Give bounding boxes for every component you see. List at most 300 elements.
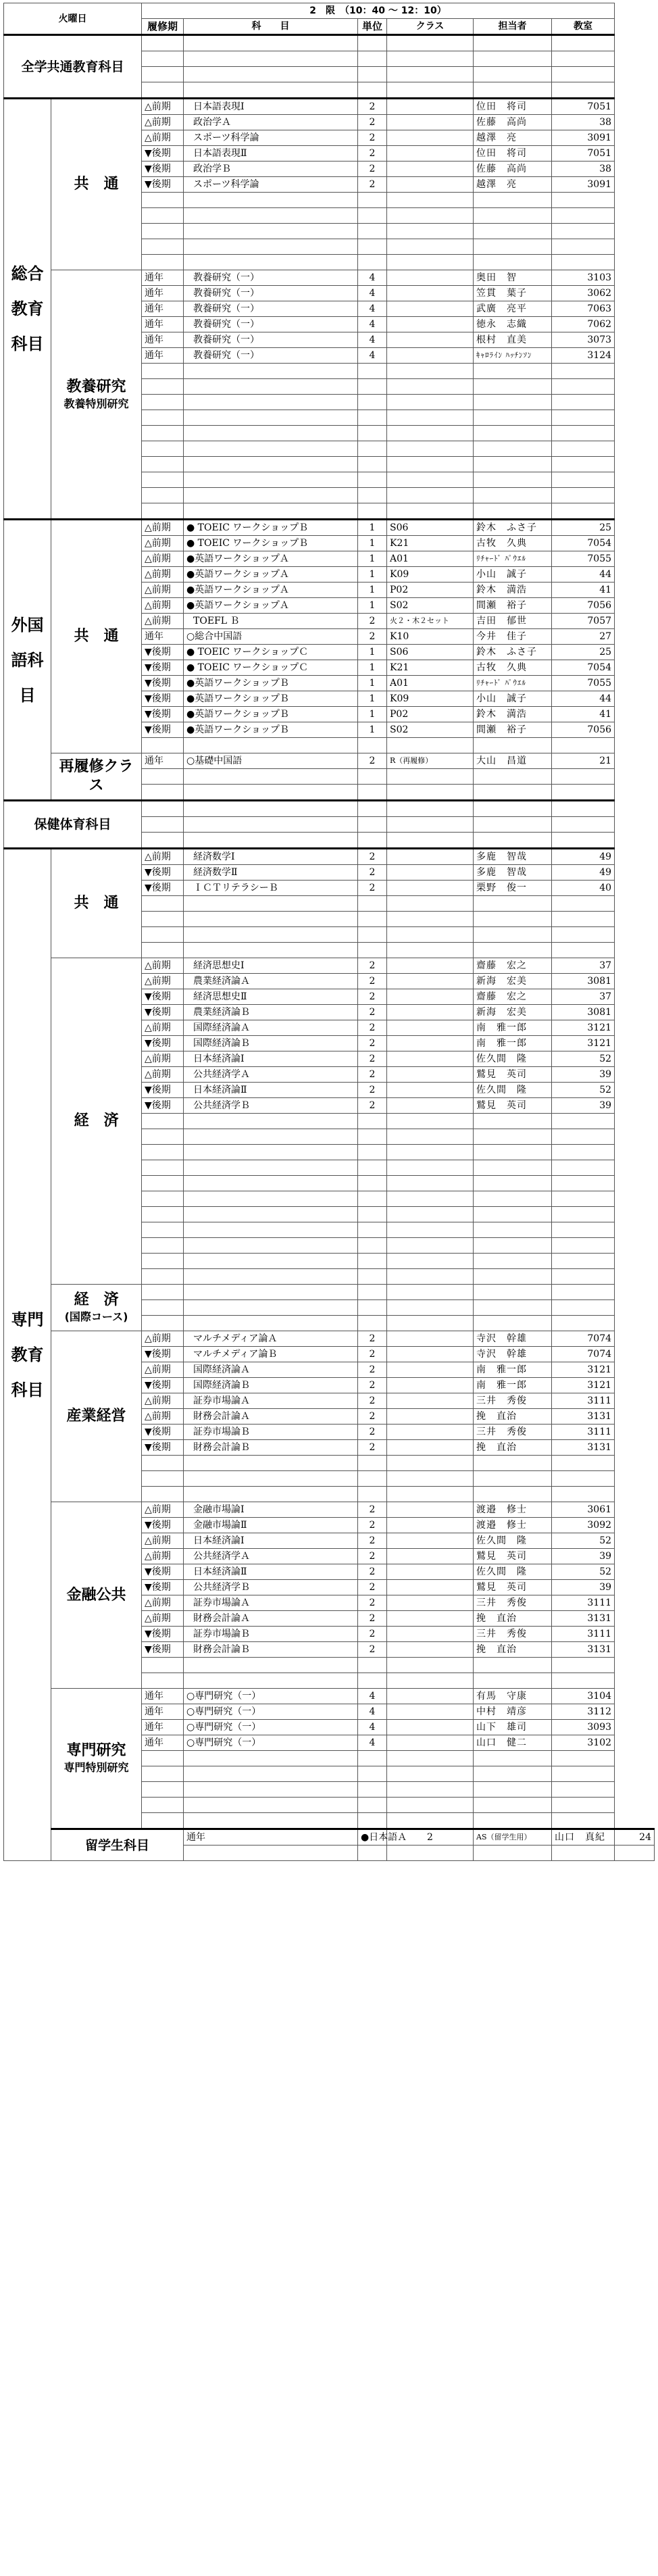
- subject-cell: ○専門研究（一）: [184, 1689, 358, 1704]
- room-cell: 3111: [552, 1425, 615, 1440]
- class-cell: [387, 1533, 474, 1549]
- room-cell: 3131: [552, 1642, 615, 1658]
- term-cell: △前期: [142, 614, 184, 629]
- empty-cell: [387, 441, 474, 457]
- subject-cell: 国際経済論Ｂ: [184, 1378, 358, 1393]
- class-cell: [387, 1549, 474, 1564]
- empty-cell: [387, 1269, 474, 1285]
- empty-cell: [184, 255, 358, 270]
- class-cell: [387, 301, 474, 317]
- subject-cell: 証券市場論Ｂ: [184, 1425, 358, 1440]
- teacher-cell: 鷲見 英司: [474, 1098, 552, 1114]
- subject-cell: 財務会計論Ｂ: [184, 1440, 358, 1456]
- empty-cell: [184, 82, 358, 99]
- term-cell: ▼後期: [142, 1005, 184, 1020]
- subject-cell: ● TOEIC ワークショップＢ: [184, 520, 358, 536]
- section-hoken: 保健体育科目: [4, 801, 142, 849]
- unit-cell: 2: [358, 1036, 387, 1051]
- empty-cell: [552, 1751, 615, 1766]
- sub-sangyo: [51, 1331, 142, 1502]
- term-cell: △前期: [142, 1051, 184, 1067]
- subject-cell: 証券市場論Ａ: [184, 1393, 358, 1409]
- subject-cell: ●英語ワークショップＢ: [184, 707, 358, 722]
- empty-cell: [184, 224, 358, 239]
- empty-cell: [142, 1129, 184, 1145]
- teacher-cell: 間瀬 裕子: [474, 722, 552, 738]
- subject-cell: 財務会計論Ａ: [184, 1409, 358, 1425]
- unit-cell: 1: [358, 660, 387, 676]
- class-cell: [387, 177, 474, 193]
- empty-cell: [184, 1285, 358, 1300]
- term-cell: ▼後期: [142, 1580, 184, 1595]
- empty-cell: [474, 208, 552, 224]
- unit-cell: 2: [358, 1098, 387, 1114]
- sub-keizai-intl-label: 経 済: [74, 1291, 119, 1308]
- empty-cell: [358, 1300, 387, 1316]
- unit-cell: 2: [358, 1549, 387, 1564]
- unit-cell: 2: [358, 1642, 387, 1658]
- unit-cell: 2: [358, 1005, 387, 1020]
- section-ryugaku: 留学生科目: [51, 1829, 184, 1861]
- empty-cell: [142, 1658, 184, 1673]
- col-unit: 単位: [358, 19, 387, 35]
- empty-cell: [552, 1129, 615, 1145]
- class-cell: [387, 1083, 474, 1098]
- empty-cell: [552, 943, 615, 958]
- empty-cell: [552, 817, 615, 833]
- room-cell: 52: [552, 1533, 615, 1549]
- unit-cell: 2: [358, 1409, 387, 1425]
- empty-cell: [358, 51, 387, 67]
- class-cell: K10: [387, 629, 474, 645]
- room-cell: 25: [552, 645, 615, 660]
- empty-cell: [387, 67, 474, 82]
- term-cell: △前期: [142, 1409, 184, 1425]
- unit-cell: 1: [358, 722, 387, 738]
- teacher-cell: 佐藤 高尚: [474, 162, 552, 177]
- section-gaikoku: 外国語科目: [4, 520, 51, 801]
- sub-kyoyo: [51, 270, 142, 520]
- subject-cell: 経済思想史Ⅰ: [184, 958, 358, 974]
- term-cell: △前期: [142, 567, 184, 583]
- term-cell: 通年: [142, 1689, 184, 1704]
- empty-cell: [474, 1782, 552, 1798]
- room-cell: 3103: [552, 270, 615, 286]
- room-cell: 3124: [552, 348, 615, 364]
- empty-cell: [552, 801, 615, 817]
- section-senmon: 専門教育科目: [4, 849, 51, 1861]
- empty-cell: [474, 769, 552, 785]
- subject-cell: ●日本語Ａ: [358, 1829, 387, 1846]
- subject-cell: ●英語ワークショップＡ: [184, 551, 358, 567]
- empty-cell: [142, 67, 184, 82]
- class-cell: K21: [387, 660, 474, 676]
- empty-cell: [474, 1285, 552, 1300]
- empty-cell: [358, 1129, 387, 1145]
- subject-cell: 金融市場論Ⅱ: [184, 1518, 358, 1533]
- teacher-cell: 山口 健二: [474, 1735, 552, 1751]
- subject-cell: 公共経済学Ｂ: [184, 1098, 358, 1114]
- subject-cell: ● TOEIC ワークショップＣ: [184, 660, 358, 676]
- unit-cell: 2: [358, 1083, 387, 1098]
- empty-cell: [387, 1160, 474, 1176]
- room-cell: 7055: [552, 551, 615, 567]
- room-cell: 7063: [552, 301, 615, 317]
- empty-cell: [142, 738, 184, 753]
- subject-cell: ● TOEIC ワークショップＣ: [184, 645, 358, 660]
- empty-cell: [552, 1846, 615, 1861]
- empty-cell: [552, 1673, 615, 1689]
- room-cell: 3092: [552, 1518, 615, 1533]
- subject-cell: ○専門研究（一）: [184, 1704, 358, 1720]
- term-cell: ▼後期: [142, 865, 184, 881]
- class-cell: [387, 1098, 474, 1114]
- table-row: [4, 270, 655, 286]
- term-cell: ▼後期: [142, 1378, 184, 1393]
- empty-cell: [387, 1300, 474, 1316]
- room-cell: 39: [552, 1549, 615, 1564]
- teacher-cell: 南 雅一郎: [474, 1362, 552, 1378]
- empty-cell: [184, 1129, 358, 1145]
- empty-cell: [474, 67, 552, 82]
- subject-cell: 教養研究（一）: [184, 270, 358, 286]
- empty-cell: [142, 801, 184, 817]
- empty-cell: [552, 224, 615, 239]
- term-cell: 通年: [142, 270, 184, 286]
- room-cell: 41: [552, 707, 615, 722]
- unit-cell: 2: [358, 1595, 387, 1611]
- room-cell: 3121: [552, 1362, 615, 1378]
- empty-cell: [552, 1316, 615, 1331]
- empty-cell: [142, 1238, 184, 1254]
- subject-cell: 公共経済学Ｂ: [184, 1580, 358, 1595]
- sub-gaikoku-kyotsu: [51, 520, 142, 753]
- unit-cell: 2: [358, 99, 387, 115]
- empty-cell: [142, 379, 184, 395]
- room-cell: 52: [552, 1083, 615, 1098]
- empty-cell: [358, 35, 387, 51]
- empty-cell: [184, 1766, 358, 1782]
- empty-cell: [552, 896, 615, 912]
- empty-cell: [474, 738, 552, 753]
- empty-cell: [552, 738, 615, 753]
- room-cell: 3121: [552, 1036, 615, 1051]
- teacher-cell: 古牧 久典: [474, 660, 552, 676]
- empty-cell: [142, 1269, 184, 1285]
- term-cell: △前期: [142, 1020, 184, 1036]
- empty-cell: [387, 1673, 474, 1689]
- empty-cell: [387, 379, 474, 395]
- room-cell: 3093: [552, 1720, 615, 1735]
- class-cell: [387, 1642, 474, 1658]
- table-row: [4, 1331, 655, 1347]
- class-cell: [387, 1005, 474, 1020]
- teacher-cell: 南 雅一郎: [474, 1036, 552, 1051]
- subject-cell: ●英語ワークショップＡ: [184, 598, 358, 614]
- subject-cell: 経済思想史Ⅱ: [184, 989, 358, 1005]
- teacher-cell: 佐久間 隆: [474, 1533, 552, 1549]
- empty-cell: [358, 441, 387, 457]
- empty-cell: [358, 239, 387, 255]
- empty-cell: [474, 1238, 552, 1254]
- unit-cell: 4: [358, 1735, 387, 1751]
- subject-cell: 教養研究（一）: [184, 286, 358, 301]
- unit-cell: 2: [358, 1440, 387, 1456]
- empty-cell: [358, 379, 387, 395]
- room-cell: 3081: [552, 1005, 615, 1020]
- subject-cell: 証券市場論Ｂ: [184, 1627, 358, 1642]
- empty-cell: [474, 1673, 552, 1689]
- teacher-cell: 三井 秀俊: [474, 1595, 552, 1611]
- empty-cell: [184, 943, 358, 958]
- teacher-cell: 中村 靖彦: [474, 1704, 552, 1720]
- sub-keizai-label: 経 済: [74, 1112, 119, 1129]
- empty-cell: [358, 769, 387, 785]
- col-term: 履修期: [142, 19, 184, 35]
- sub-senmon-kyotsu-label: 共 通: [74, 895, 119, 912]
- empty-cell: [552, 410, 615, 426]
- sub-keizai-intl-sublabel: (国際コース): [64, 1310, 128, 1323]
- empty-cell: [184, 1846, 358, 1861]
- unit-cell: 1: [358, 676, 387, 691]
- empty-cell: [142, 1471, 184, 1487]
- empty-cell: [474, 1751, 552, 1766]
- class-cell: [387, 1735, 474, 1751]
- term-cell: △前期: [142, 598, 184, 614]
- teacher-cell: ｷｬﾛﾗｲﾝ ﾊｯﾁﾝｿﾝ: [474, 348, 552, 364]
- term-cell: ▼後期: [142, 722, 184, 738]
- class-cell: [387, 130, 474, 146]
- subject-cell: 国際経済論Ｂ: [184, 1036, 358, 1051]
- term-cell: ▼後期: [142, 989, 184, 1005]
- room-cell: 3061: [552, 1502, 615, 1518]
- term-cell: △前期: [142, 1533, 184, 1549]
- empty-cell: [142, 1487, 184, 1502]
- empty-cell: [474, 503, 552, 520]
- empty-cell: [358, 503, 387, 520]
- term-cell: 通年: [142, 1735, 184, 1751]
- sub-sogo-kyotsu-label: 共 通: [74, 176, 119, 193]
- empty-cell: [552, 208, 615, 224]
- term-cell: △前期: [142, 551, 184, 567]
- room-cell: 7057: [552, 614, 615, 629]
- sub-sairishu-label: 再履修クラス: [59, 758, 134, 794]
- empty-cell: [358, 1114, 387, 1129]
- subject-cell: 経済数学Ⅱ: [184, 865, 358, 881]
- unit-cell: 2: [358, 1627, 387, 1642]
- empty-cell: [552, 457, 615, 472]
- class-cell: [387, 1627, 474, 1642]
- empty-cell: [474, 1487, 552, 1502]
- sub-kinyu: [51, 1502, 142, 1689]
- empty-cell: [387, 224, 474, 239]
- empty-cell: [387, 1487, 474, 1502]
- empty-cell: [552, 912, 615, 927]
- empty-cell: [387, 255, 474, 270]
- subject-cell: ● TOEIC ワークショップＢ: [184, 536, 358, 551]
- empty-cell: [184, 1222, 358, 1238]
- teacher-cell: 笠貫 葉子: [474, 286, 552, 301]
- empty-cell: [142, 1254, 184, 1269]
- empty-cell: [184, 426, 358, 441]
- empty-cell: [184, 769, 358, 785]
- empty-cell: [387, 801, 474, 817]
- empty-cell: [474, 833, 552, 849]
- room-cell: 3112: [552, 1704, 615, 1720]
- class-cell: [387, 1564, 474, 1580]
- teacher-cell: 吉田 郁世: [474, 614, 552, 629]
- class-cell: [387, 865, 474, 881]
- unit-cell: 4: [358, 317, 387, 332]
- empty-cell: [387, 1238, 474, 1254]
- subject-cell: 日本経済論Ⅰ: [184, 1533, 358, 1549]
- teacher-cell: 三井 秀俊: [474, 1627, 552, 1642]
- subject-cell: ○専門研究（一）: [184, 1735, 358, 1751]
- empty-cell: [142, 769, 184, 785]
- room-cell: 27: [552, 629, 615, 645]
- empty-cell: [387, 1846, 474, 1861]
- subject-cell: 教養研究（一）: [184, 332, 358, 348]
- room-cell: 3073: [552, 332, 615, 348]
- teacher-cell: 佐藤 高尚: [474, 115, 552, 130]
- empty-cell: [387, 1114, 474, 1129]
- unit-cell: 2: [358, 849, 387, 865]
- empty-cell: [142, 457, 184, 472]
- teacher-cell: 多鹿 智哉: [474, 865, 552, 881]
- col-class: クラス: [387, 19, 474, 35]
- room-cell: 24: [615, 1829, 655, 1846]
- empty-cell: [552, 833, 615, 849]
- room-cell: 39: [552, 1067, 615, 1083]
- unit-cell: 4: [358, 332, 387, 348]
- empty-cell: [358, 364, 387, 379]
- table-row: [4, 35, 655, 51]
- empty-cell: [387, 457, 474, 472]
- room-cell: 37: [552, 989, 615, 1005]
- empty-cell: [184, 239, 358, 255]
- teacher-cell: 越澤 亮: [474, 130, 552, 146]
- empty-cell: [142, 1160, 184, 1176]
- subject-cell: 証券市場論Ａ: [184, 1595, 358, 1611]
- term-cell: 通年: [142, 629, 184, 645]
- empty-cell: [552, 1798, 615, 1813]
- sub-senmon-kenkyu-label: 専門研究: [66, 1742, 126, 1759]
- table-row: [4, 99, 655, 115]
- unit-cell: 2: [358, 1362, 387, 1378]
- empty-cell: [358, 472, 387, 488]
- subject-cell: 国際経済論Ａ: [184, 1362, 358, 1378]
- room-cell: 21: [552, 753, 615, 769]
- subject-cell: ●英語ワークショップＢ: [184, 722, 358, 738]
- teacher-cell: 位田 将司: [474, 99, 552, 115]
- unit-cell: 2: [358, 1347, 387, 1362]
- term-cell: ▼後期: [142, 707, 184, 722]
- empty-cell: [387, 410, 474, 426]
- unit-cell: 4: [358, 286, 387, 301]
- class-cell: [387, 1393, 474, 1409]
- teacher-cell: 鷲見 英司: [474, 1580, 552, 1595]
- empty-cell: [358, 1222, 387, 1238]
- room-cell: 3111: [552, 1627, 615, 1642]
- table-row: [4, 801, 655, 817]
- class-cell: [387, 332, 474, 348]
- room-cell: 3111: [552, 1595, 615, 1611]
- room-cell: 3091: [552, 177, 615, 193]
- room-cell: 7054: [552, 660, 615, 676]
- subject-cell: 農業経済論Ａ: [184, 974, 358, 989]
- unit-cell: 4: [358, 1720, 387, 1735]
- term-cell: ▼後期: [142, 645, 184, 660]
- teacher-cell: 根村 直美: [474, 332, 552, 348]
- unit-cell: 1: [358, 707, 387, 722]
- unit-cell: 2: [358, 1564, 387, 1580]
- term-cell: ▼後期: [142, 1036, 184, 1051]
- timetable: [3, 3, 655, 1861]
- unit-cell: 2: [358, 753, 387, 769]
- term-cell: 通年: [184, 1829, 358, 1846]
- empty-cell: [552, 1813, 615, 1829]
- empty-cell: [142, 896, 184, 912]
- empty-cell: [184, 1471, 358, 1487]
- class-cell: [387, 1409, 474, 1425]
- room-cell: 7074: [552, 1331, 615, 1347]
- empty-cell: [184, 441, 358, 457]
- empty-cell: [474, 1798, 552, 1813]
- empty-cell: [474, 410, 552, 426]
- empty-cell: [387, 1207, 474, 1222]
- teacher-cell: 挽 直治: [474, 1409, 552, 1425]
- empty-cell: [552, 1114, 615, 1129]
- term-cell: △前期: [142, 958, 184, 974]
- empty-cell: [552, 1766, 615, 1782]
- empty-cell: [552, 1191, 615, 1207]
- teacher-cell: 大山 昌道: [474, 753, 552, 769]
- term-cell: 通年: [142, 317, 184, 332]
- empty-cell: [552, 1207, 615, 1222]
- room-cell: 38: [552, 162, 615, 177]
- room-cell: 3081: [552, 974, 615, 989]
- empty-cell: [387, 364, 474, 379]
- term-cell: △前期: [142, 1611, 184, 1627]
- empty-cell: [142, 1798, 184, 1813]
- subject-cell: ●英語ワークショップＡ: [184, 583, 358, 598]
- teacher-cell: 鈴木 満浩: [474, 583, 552, 598]
- class-cell: [387, 1020, 474, 1036]
- unit-cell: 2: [358, 881, 387, 896]
- empty-cell: [474, 1191, 552, 1207]
- empty-cell: [142, 785, 184, 801]
- sub-keizai: [51, 958, 142, 1285]
- term-cell: 通年: [142, 286, 184, 301]
- empty-cell: [474, 1145, 552, 1160]
- empty-cell: [358, 1238, 387, 1254]
- term-cell: 通年: [142, 1704, 184, 1720]
- empty-cell: [387, 927, 474, 943]
- empty-cell: [387, 912, 474, 927]
- teacher-cell: 鈴木 満浩: [474, 707, 552, 722]
- empty-cell: [358, 1207, 387, 1222]
- section-sogo: 総合教育科目: [4, 99, 51, 520]
- empty-cell: [387, 785, 474, 801]
- empty-cell: [142, 208, 184, 224]
- teacher-cell: 今井 佳子: [474, 629, 552, 645]
- empty-cell: [358, 193, 387, 208]
- subject-cell: 金融市場論Ⅰ: [184, 1502, 358, 1518]
- term-cell: △前期: [142, 849, 184, 865]
- empty-cell: [142, 82, 184, 99]
- empty-cell: [142, 1813, 184, 1829]
- unit-cell: 2: [358, 1020, 387, 1036]
